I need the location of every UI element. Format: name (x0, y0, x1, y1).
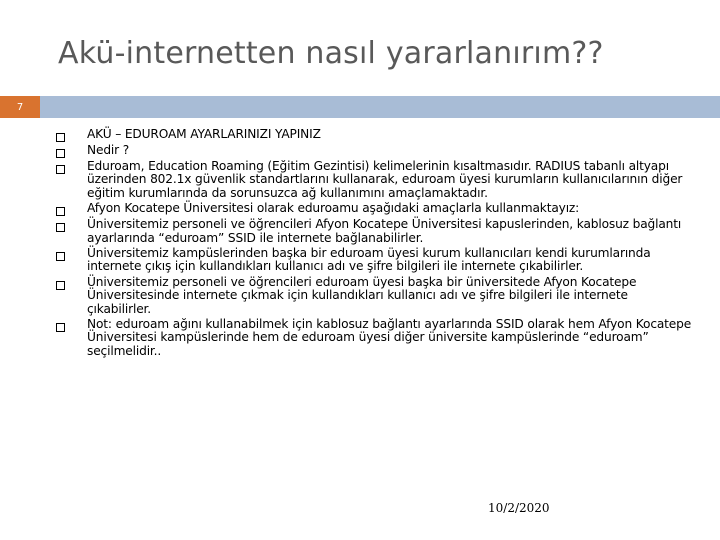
square-bullet-icon (56, 252, 65, 261)
bullet-item (52, 202, 692, 216)
bullet-text: Afyon Kocatepe Üniversitesi olarak eduroamu aşağıdaki amaçlarla kullanmaktayız: (87, 201, 580, 216)
bullet-item (52, 247, 692, 274)
square-bullet-icon (56, 281, 65, 290)
bullet-item (52, 318, 692, 358)
square-bullet-icon (56, 207, 65, 216)
bullet-item (52, 128, 692, 142)
square-bullet-icon (56, 149, 65, 158)
bullet-list (52, 128, 692, 360)
title-divider-bar (0, 96, 720, 118)
bullet-item (52, 276, 692, 316)
bullet-item (52, 144, 692, 158)
bullet-text: Üniversitemiz personeli ve öğrencileri Afyon Kocatepe Üniversitesi kapuslerinden, kablosuz bağlantı ayarlarında “eduroam” SSID ile internete bağlanabilirler. (87, 217, 682, 245)
square-bullet-icon (56, 165, 65, 174)
square-bullet-icon (56, 323, 65, 332)
bullet-text: Eduroam, Education Roaming (Eğitim Gezintisi) kelimelerinin kısaltmasıdır. RADIUS tabanlı altyapı üzerinden 802.1x güvenlik standartlarını kullanarak, eduroam üyesi kurumların kullanıcılarının diğer eğitim kurumlarında da sorunsuzca ağ kullanımını amaçlamaktadır. (87, 159, 683, 200)
square-bullet-icon (56, 133, 65, 142)
bullet-item (52, 160, 692, 200)
bullet-text: Üniversitemiz kampüslerinden başka bir eduroam üyesi kurum kullanıcıları kendi kurumlarında internete çıkış için kullandıkları kullanıcı adı ve şifre bilgileri ile internete çıkabilirler. (87, 246, 651, 274)
slide-number: 7 (0, 96, 40, 118)
bullet-item (52, 218, 692, 245)
slide-date: 10/2/2020 (488, 501, 550, 515)
bullet-text: Not: eduroam ağını kullanabilmek için kablosuz bağlantı ayarlarında SSID olarak hem Afyon Kocatepe Üniversitesi kampüslerinde hem de eduroam üyesi diğer üniversite kampüslerinde “eduroam” seçilmelidir.. (87, 317, 692, 358)
bullet-text: AKÜ – EDUROAM AYARLARINIZI YAPINIZ (87, 127, 321, 141)
square-bullet-icon (56, 223, 65, 232)
bullet-text: Üniversitemiz personeli ve öğrencileri eduroam üyesi başka bir üniversitede Afyon Kocatepe Üniversitesinde internete çıkmak için kullandıkları kullanıcı adı ve şifre bilgileri ile internete çıkabilirler. (87, 274, 637, 316)
bullet-text: Nedir ? (87, 143, 130, 157)
slide-title: Akü-internetten nasıl yararlanırım?? (58, 36, 604, 71)
